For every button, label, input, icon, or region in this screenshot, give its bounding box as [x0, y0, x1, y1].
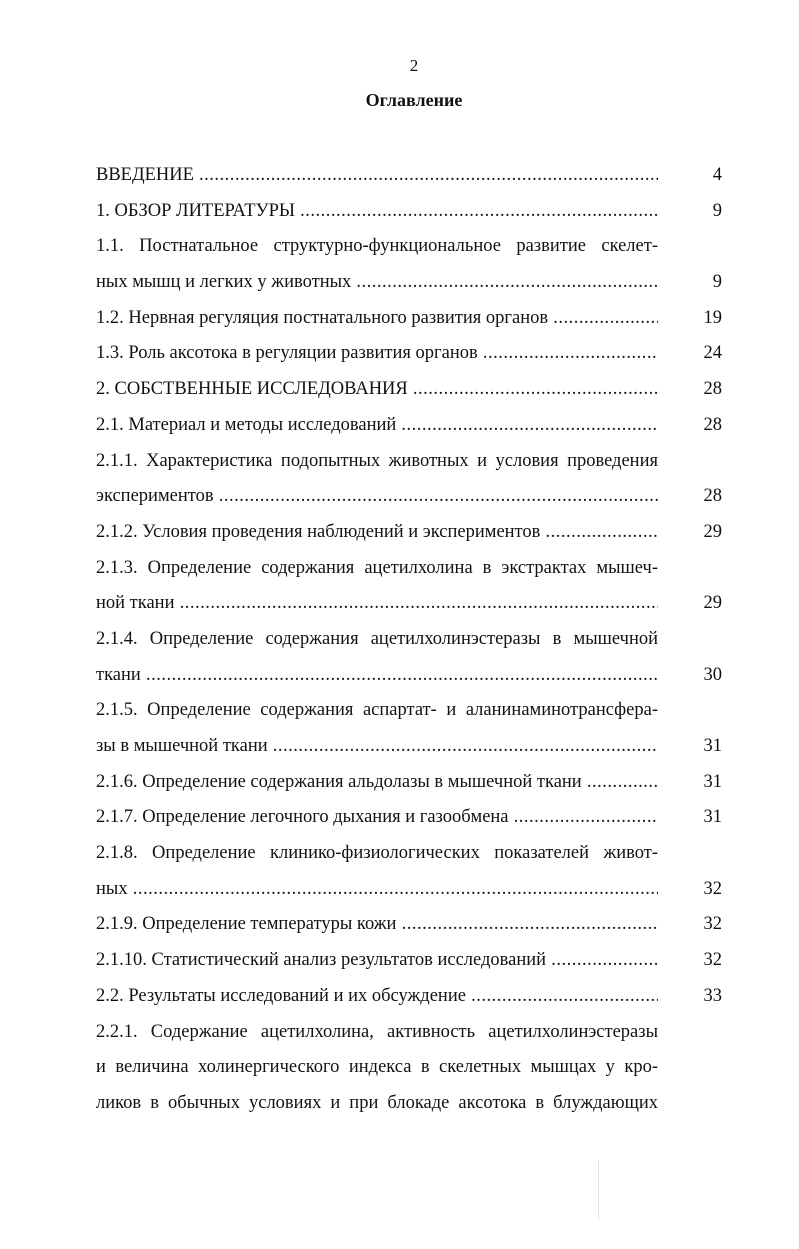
toc-entry-text: 1.3. Роль аксотока в регуляции развития органов ..... — [96, 336, 658, 372]
toc-entry-page: 28 — [703, 379, 722, 400]
toc-entry — [96, 586, 722, 622]
toc-entry-page: 9 — [712, 272, 722, 293]
toc-entry-page: 29 — [703, 593, 722, 614]
toc-entry — [96, 229, 722, 265]
toc-entry-page: 9 — [712, 200, 722, 221]
toc-entry-text: ных мышц и легких у животных ..... — [96, 265, 658, 301]
toc-entry-text: 2. СОБСТВЕННЫЕ ИССЛЕДОВАНИЯ ..... — [96, 372, 658, 408]
toc-entry — [96, 301, 722, 337]
toc-entry-page: 31 — [703, 771, 722, 792]
toc-entry-page: 24 — [703, 343, 722, 364]
toc-entry-text: ликов в обычных условиях и при блокаде аксотока в блуждающих — [96, 1092, 658, 1113]
toc-entry-text: 1.2. Нервная регуляция постнатального развития органов ..... — [96, 301, 658, 337]
toc-entry-text: 2.1.10. Статистический анализ результатов исследований ..... — [96, 943, 658, 979]
toc-entry — [96, 943, 722, 979]
toc-entry — [96, 372, 722, 408]
page-title: Оглавление — [365, 90, 463, 110]
toc-entry — [96, 729, 722, 765]
toc-entry-text: ных ..... — [96, 872, 658, 908]
toc-entry — [96, 551, 722, 587]
toc-entry — [96, 408, 722, 444]
toc-entry-page: 19 — [703, 307, 722, 328]
toc-entry — [96, 515, 722, 551]
toc-entry — [96, 336, 722, 372]
toc-entry-text: 2.1.3. Определение содержания ацетилхолина в экстрактах мышеч- — [96, 557, 658, 578]
toc-entry — [96, 622, 722, 658]
toc-entry-page: 31 — [703, 736, 722, 756]
toc-entry-page: 28 — [703, 414, 722, 435]
toc-entry — [96, 658, 722, 694]
toc-entry-text: зы в мышечной ткани ..... — [96, 729, 658, 765]
scan-artifact-line — [598, 1160, 599, 1220]
toc-entry-page: 32 — [703, 914, 722, 935]
toc-entry-text: 2.1.8. Определение клинико-физиологических показателей живот- — [96, 843, 658, 864]
toc-entry-page: 4 — [712, 165, 722, 185]
toc-entry-text: 1.1. Постнатальное структурно-функциональное развитие скелет- — [96, 236, 658, 257]
toc-entry-text: 2.1.6. Определение содержания альдолазы в мышечной ткани ..... — [96, 765, 658, 801]
toc-entry-page: 30 — [703, 664, 722, 685]
toc-entry-text: экспериментов ..... — [96, 479, 658, 515]
toc-entry — [96, 872, 722, 908]
toc-entry-text: 2.2.1. Содержание ацетилхолина, активность ацетилхолинэстеразы — [96, 1021, 658, 1042]
toc-entry-text: 2.1.5. Определение содержания аспартат- и аланинаминотрансфера- — [96, 700, 658, 721]
toc-entry-page: 33 — [703, 985, 722, 1006]
toc-entry — [96, 1015, 722, 1051]
toc-entry-text: 2.1.1. Характеристика подопытных животных и условия проведения — [96, 450, 658, 471]
toc-entry-page: 32 — [703, 878, 722, 899]
page-number: 2 — [409, 56, 419, 75]
toc-entry — [96, 907, 722, 943]
toc-entry-text: 2.2. Результаты исследований и их обсуждение ..... — [96, 979, 658, 1015]
toc-entry — [96, 265, 722, 301]
table-of-contents — [96, 158, 722, 1122]
toc-entry-page: 29 — [703, 521, 722, 542]
toc-entry — [96, 158, 722, 194]
toc-entry — [96, 693, 722, 729]
toc-entry-text: ВВЕДЕНИЕ ..... — [96, 158, 658, 194]
toc-entry — [96, 1050, 722, 1086]
toc-entry — [96, 194, 722, 230]
toc-entry-text: и величина холинергического индекса в скелетных мышцах у кро- — [96, 1057, 658, 1078]
toc-entry — [96, 979, 722, 1015]
toc-entry-text: 2.1.7. Определение легочного дыхания и газообмена ..... — [96, 800, 658, 836]
toc-entry-text: 2.1.2. Условия проведения наблюдений и экспериментов ..... — [96, 515, 658, 551]
toc-entry-page: 31 — [703, 807, 722, 828]
toc-entry-text: ной ткани ..... — [96, 586, 658, 622]
toc-entry-text: 2.1.4. Определение содержания ацетилхолинэстеразы в мышечной — [96, 628, 658, 649]
toc-entry-page: 28 — [703, 486, 722, 507]
toc-entry-text: 2.1.9. Определение температуры кожи ..... — [96, 907, 658, 943]
toc-entry-text: ткани ..... — [96, 658, 658, 694]
toc-entry-text: 1. ОБЗОР ЛИТЕРАТУРЫ ..... — [96, 194, 658, 230]
toc-entry — [96, 479, 722, 515]
toc-entry — [96, 800, 722, 836]
toc-entry-text: 2.1. Материал и методы исследований ..... — [96, 408, 658, 444]
toc-entry — [96, 836, 722, 872]
toc-entry — [96, 444, 722, 480]
toc-entry-page: 32 — [703, 950, 722, 971]
toc-entry — [96, 1086, 722, 1122]
toc-entry — [96, 765, 722, 801]
